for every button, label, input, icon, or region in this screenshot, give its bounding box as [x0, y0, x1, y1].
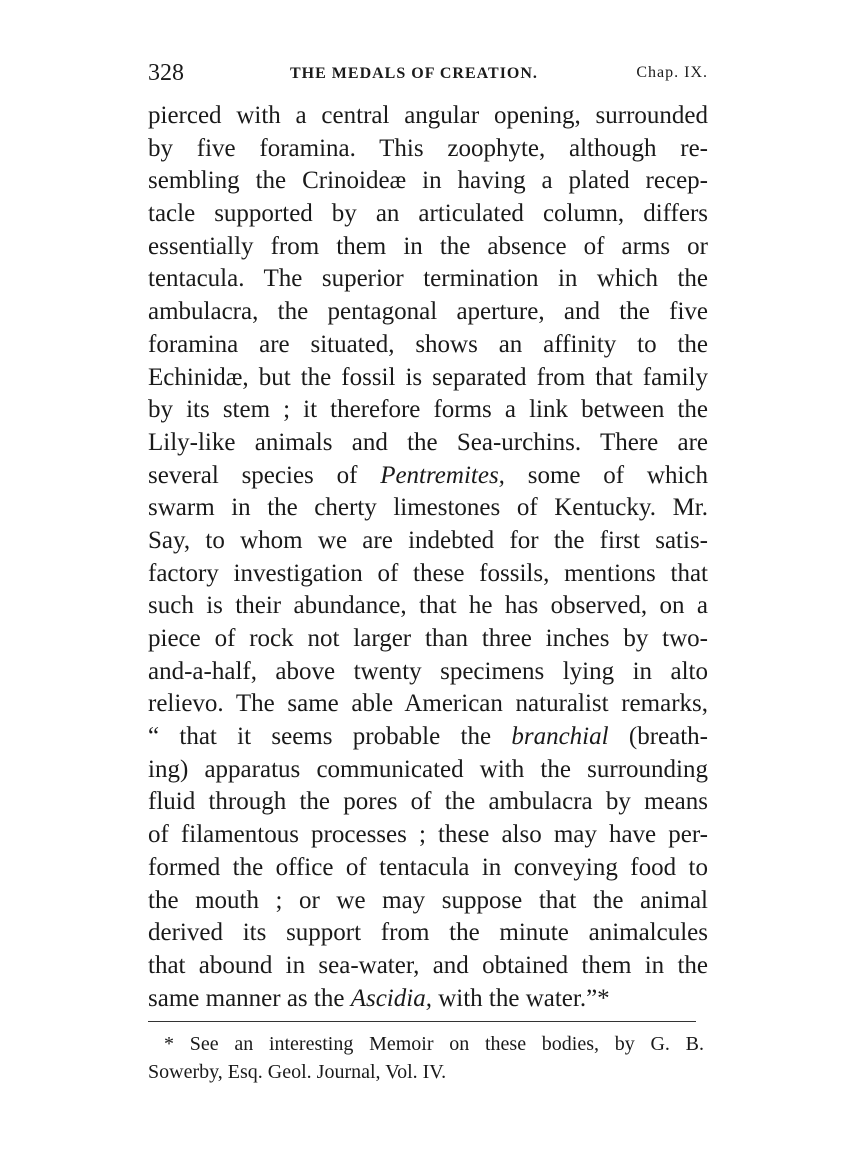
text-line: essentially from them in the absence of arms or	[148, 232, 708, 260]
text-line: fluid through the pores of the ambulacra by means	[148, 788, 708, 816]
text-line: ing) apparatus communicated with the surrounding	[148, 755, 708, 783]
text-line: piece of rock not larger than three inches by two-	[148, 625, 708, 652]
text-line: derived its support from the minute animalcules	[148, 919, 708, 947]
body-text	[148, 100, 708, 1015]
text-line: ambulacra, the pentagonal aperture, and the five	[148, 298, 708, 326]
text-line: pierced with a central angular opening, surrounded	[148, 102, 708, 129]
text-line: swarm in the cherty limestones of Kentucky. Mr.	[148, 494, 708, 522]
text-line	[148, 460, 708, 493]
footnote-rule	[148, 1021, 696, 1022]
text-line: tacle supported by an articulated column, differs	[148, 200, 708, 228]
chapter-label: Chap. IX.	[636, 64, 708, 81]
text-line: relievo. The same able American naturalist remarks,	[148, 690, 708, 718]
text-line: by five foramina. This zoophyte, although re-	[148, 134, 708, 162]
italic-term: branchial	[511, 723, 609, 751]
text-line: the mouth ; or we may suppose that the animal	[148, 886, 708, 914]
text-line: of filamentous processes ; these also may have per-	[148, 821, 708, 849]
text-line: by its stem ; it therefore forms a link between the	[148, 396, 708, 424]
italic-term: Pentremites,	[380, 461, 505, 489]
text-segment: same manner as the	[148, 984, 351, 1012]
text-line	[148, 721, 708, 754]
text-segment: several species of	[148, 461, 381, 489]
text-line	[148, 983, 708, 1016]
text-line: Echinidæ, but the fossil is separated from that family	[148, 363, 708, 391]
text-line: factory investigation of these fossils, mentions that	[148, 559, 708, 587]
text-line: foramina are situated, shows an affinity to the	[148, 330, 708, 358]
page-header	[148, 60, 708, 90]
footnote-line: * See an interesting Memoir on these bodies, by G. B.	[164, 1033, 704, 1055]
text-line: such is their abundance, that he has observed, on a	[148, 592, 708, 620]
text-line: that abound in sea-water, and obtained them in the	[148, 951, 708, 979]
text-segment: (breath-	[608, 723, 708, 751]
text-line: formed the office of tentacula in conveying food to	[148, 853, 708, 881]
text-line: and-a-half, above twenty specimens lying in alto	[148, 657, 708, 685]
text-segment: with the water.”*	[431, 984, 610, 1012]
text-line: Say, to whom we are indebted for the first satis-	[148, 526, 708, 554]
text-segment: some of which	[504, 461, 708, 489]
italic-term: Ascidia,	[350, 984, 432, 1012]
running-title: THE MEDALS OF CREATION.	[290, 65, 538, 82]
page-number: 328	[148, 60, 184, 86]
text-line: sembling the Crinoideæ in having a plated recep-	[148, 167, 708, 195]
footnote	[148, 1030, 708, 1086]
text-segment: “ that it seems probable the	[148, 723, 512, 751]
footnote-line: Sowerby, Esq. Geol. Journal, Vol. IV.	[148, 1061, 447, 1083]
text-line: Lily-like animals and the Sea-urchins. There are	[148, 428, 708, 456]
text-line: tentacula. The superior termination in which the	[148, 265, 708, 293]
